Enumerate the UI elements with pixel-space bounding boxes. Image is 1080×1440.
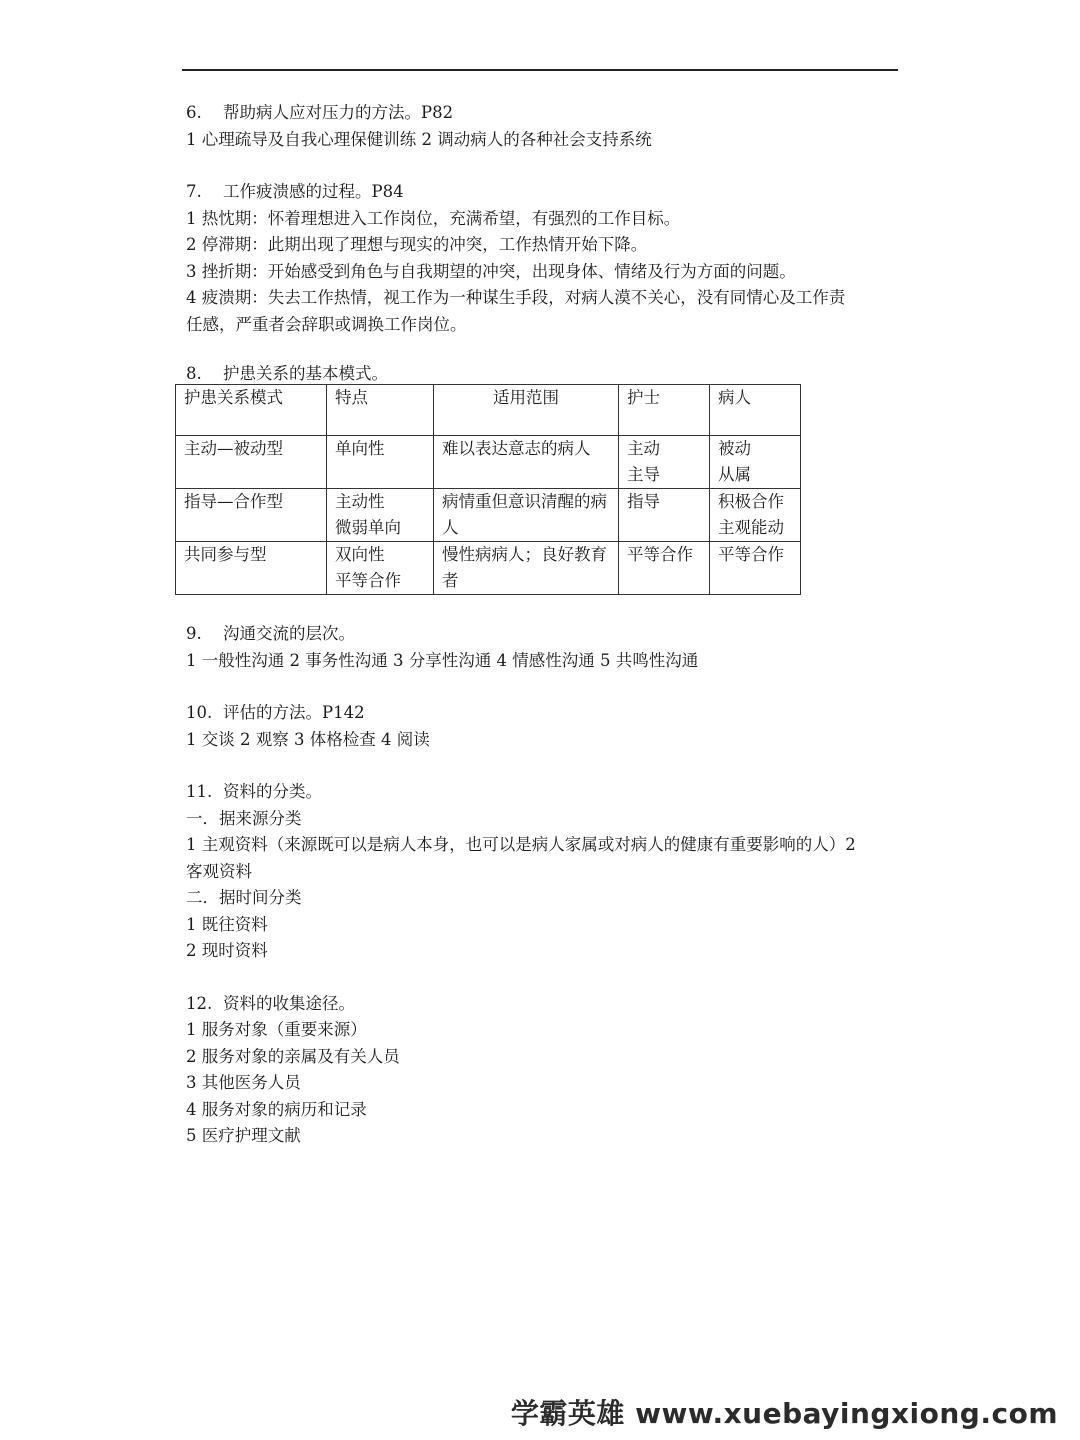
table-cell: 指导	[619, 489, 710, 542]
table-cell: 平等合作	[710, 542, 801, 595]
section-line: 2 停滞期：此期出现了理想与现实的冲突，工作热情开始下降。	[186, 235, 648, 254]
section-heading: 8. 护患关系的基本模式。	[186, 364, 388, 383]
section-8	[186, 364, 906, 595]
table-header-cell: 适用范围	[434, 385, 619, 436]
section-line: 任感，严重者会辞职或调换工作岗位。	[186, 314, 467, 334]
table-cell: 指导—合作型	[176, 489, 327, 542]
table-cell: 被动 从属	[710, 436, 801, 489]
section-6	[186, 100, 906, 153]
section-line: 4 疲溃期：失去工作热情，视工作为一种谋生手段，对病人漠不关心，没有同情心及工作责	[186, 288, 846, 307]
table-cell: 主动—被动型	[176, 436, 327, 489]
section-line: 1 既往资料	[186, 914, 268, 934]
section-line: 2 现时资料	[186, 941, 268, 960]
table-row	[176, 489, 801, 542]
relationship-table	[175, 384, 801, 595]
section-line: 1 一般性沟通 2 事务性沟通 3 分享性沟通 4 情感性沟通 5 共鸣性沟通	[186, 650, 699, 670]
section-line: 2 服务对象的亲属及有关人员	[186, 1046, 400, 1066]
section-11	[186, 779, 906, 965]
table-header-row	[176, 385, 801, 436]
section-heading: 12. 资料的收集途径。	[186, 993, 355, 1013]
table-cell: 平等合作	[619, 542, 710, 595]
section-line: 5 医疗护理文献	[186, 1126, 301, 1145]
section-heading: 10. 评估的方法。P142	[186, 703, 365, 722]
watermark-footer: 学霸英雄 www.xuebayingxiong.com	[510, 1397, 1058, 1430]
section-heading: 11. 资料的分类。	[186, 782, 322, 801]
document-body	[186, 100, 906, 1176]
section-line: 1 热忱期：怀着理想进入工作岗位，充满希望，有强烈的工作目标。	[186, 208, 681, 228]
section-heading: 7. 工作疲溃感的过程。P84	[186, 182, 404, 201]
table-cell: 主动性 微弱单向	[327, 489, 434, 542]
section-heading: 9. 沟通交流的层次。	[186, 624, 355, 643]
table-cell: 共同参与型	[176, 542, 327, 595]
section-line: 1 交谈 2 观察 3 体格检查 4 阅读	[186, 729, 430, 749]
table-header-cell: 特点	[327, 385, 434, 436]
table-cell: 慢性病病人；良好教育者	[434, 542, 619, 595]
table-cell: 单向性	[327, 436, 434, 489]
header-rule	[182, 69, 898, 71]
section-line: 1 服务对象（重要来源）	[186, 1020, 367, 1039]
section-line: 3 其他医务人员	[186, 1073, 301, 1092]
section-line: 二．据时间分类	[186, 888, 302, 907]
table-row	[176, 542, 801, 595]
table-row	[176, 436, 801, 489]
table-cell: 积极合作 主观能动	[710, 489, 801, 542]
section-12	[186, 991, 906, 1150]
table-header-cell: 护患关系模式	[176, 385, 327, 436]
table-cell: 双向性 平等合作	[327, 542, 434, 595]
section-line: 一．据来源分类	[186, 808, 302, 828]
table-header-cell: 护士	[619, 385, 710, 436]
section-line: 1 主观资料（来源既可以是病人本身，也可以是病人家属或对病人的健康有重要影响的人）2	[186, 835, 856, 854]
section-10	[186, 700, 906, 753]
table-header-cell: 病人	[710, 385, 801, 436]
section-line: 客观资料	[186, 861, 252, 881]
section-heading: 6. 帮助病人应对压力的方法。P82	[186, 103, 454, 122]
section-line: 1 心理疏导及自我心理保健训练 2 调动病人的各种社会支持系统	[186, 129, 652, 149]
table-cell: 难以表达意志的病人	[434, 436, 619, 489]
table-cell: 病情重但意识清醒的病人	[434, 489, 619, 542]
section-line: 4 服务对象的病历和记录	[186, 1099, 367, 1119]
section-9	[186, 621, 906, 674]
section-line: 3 挫折期：开始感受到角色与自我期望的冲突，出现身体、情绪及行为方面的问题。	[186, 261, 796, 281]
section-7	[186, 179, 906, 338]
table-cell: 主动 主导	[619, 436, 710, 489]
